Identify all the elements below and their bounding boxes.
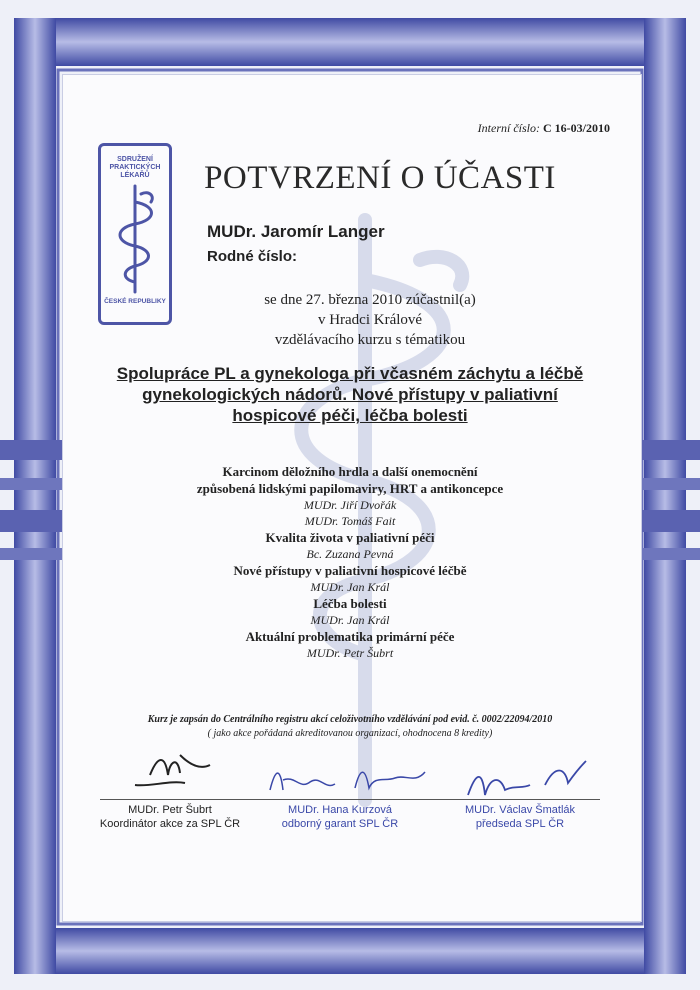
program-title: způsobená lidskými papilomaviry, HRT a antikoncepce	[196, 481, 504, 496]
program-title: Kvalita života v paliativní péči	[265, 530, 435, 545]
signatory-name: MUDr. Hana Kurzová	[288, 804, 392, 816]
program-speaker: MUDr. Petr Šubrt	[306, 646, 394, 660]
registration-line-1: Kurz je zapsán do Centrálního registru akcí celoživotního vzdělávání pod evid. č. 0002/22094/2010	[147, 714, 553, 725]
registration-line-2: ( jako akce pořádaná akreditovanou organizací, ohodnocena 8 kredity)	[207, 728, 493, 739]
signatory-role: Koordinátor akce za SPL ČR	[99, 818, 241, 830]
program-list	[90, 463, 610, 661]
topic-line-1: Spolupráce PL a gynekologa při včasném záchytu a léčbě	[116, 364, 584, 383]
course-topic	[100, 363, 600, 426]
logo-top-text: SDRUŽENÍ PRAKTICKÝCH LÉKAŘŮ	[109, 156, 161, 179]
program-speaker: MUDr. Tomáš Fait	[304, 514, 396, 528]
program-title: Nové přístupy v paliativní hospicové léčbě	[233, 563, 467, 578]
caduceus-icon	[111, 184, 159, 294]
signatory-3	[440, 803, 600, 831]
logo-bottom-text: ČESKÉ REPUBLIKY	[104, 298, 166, 305]
signatory-1	[95, 803, 245, 831]
birth-number-label: Rodné číslo:	[207, 248, 298, 265]
program-title: Léčba bolesti	[313, 596, 387, 611]
signatory-name: MUDr. Petr Šubrt	[128, 804, 212, 816]
signatory-role: předseda SPL ČR	[475, 818, 565, 830]
topic-line-3: hospicové péči, léčba bolesti	[232, 406, 468, 425]
signature-line	[100, 799, 600, 800]
program-title: Karcinom děložního hrdla a další onemocnění	[222, 464, 478, 479]
intro-line-1: se dne 27. března 2010 zúčastnil(a)	[264, 292, 476, 308]
signature-smatlak	[460, 755, 590, 805]
signatory-2	[265, 803, 415, 831]
signature-subrt	[130, 745, 220, 795]
topic-line-2: gynekologických nádorů. Nové přístupy v paliativní	[142, 385, 558, 404]
registration-note	[80, 713, 620, 741]
signature-kurzova	[265, 760, 435, 800]
program-speaker: Bc. Zuzana Pevná	[306, 547, 394, 561]
program-speaker: MUDr. Jan Král	[310, 580, 390, 594]
signatory-role: odborný garant SPL ČR	[281, 818, 399, 830]
page-title: POTVRZENÍ O ÚČASTI	[204, 160, 556, 196]
reference-label: Interní číslo:	[477, 121, 540, 135]
participant-name: MUDr. Jaromír Langer	[207, 222, 385, 241]
intro-line-2: v Hradci Králové	[317, 312, 423, 328]
signatory-name: MUDr. Václav Šmatlák	[464, 804, 576, 816]
program-speaker: MUDr. Jan Král	[310, 613, 390, 627]
program-speaker: MUDr. Jiří Dvořák	[303, 498, 397, 512]
intro-line-3: vzdělávacího kurzu s tématikou	[274, 332, 466, 348]
reference-value: C 16-03/2010	[543, 121, 610, 135]
reference-number	[478, 121, 610, 136]
program-title: Aktuální problematika primární péče	[245, 629, 455, 644]
